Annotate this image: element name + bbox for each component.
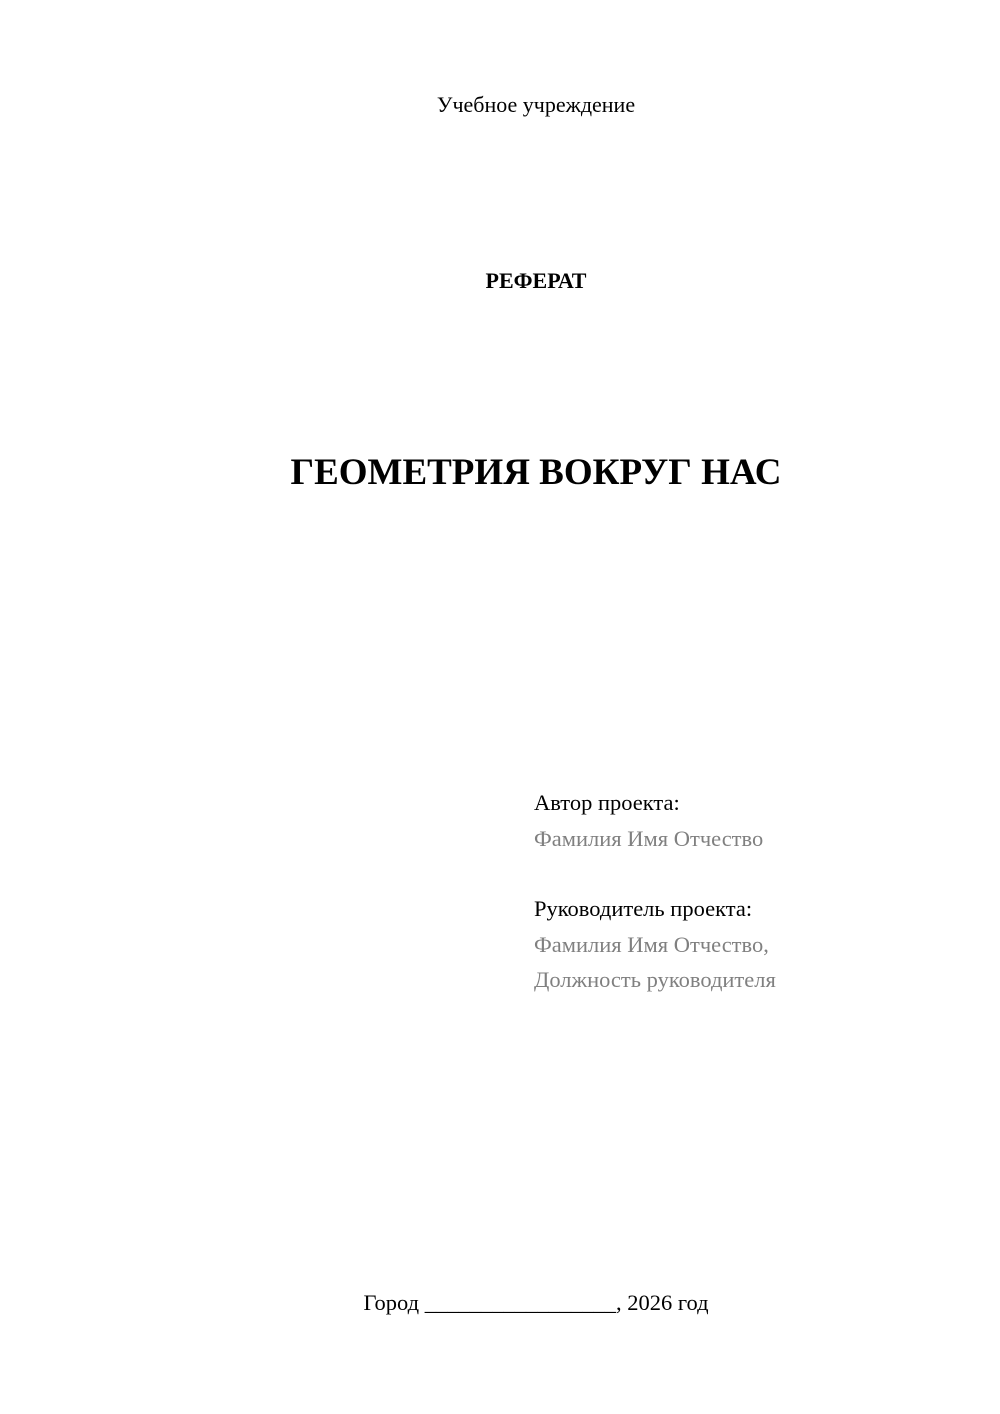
author-name: Фамилия Имя Отчество [534,825,764,851]
supervisor-block [534,891,776,998]
institution: Учебное учреждение [436,92,636,117]
supervisor-label: Руководитель проекта: [534,896,753,921]
footer-city-year [136,1290,936,1316]
city-label: Город [363,1290,420,1315]
supervisor-name: Фамилия Имя Отчество, [534,931,769,957]
year: , 2026 год [615,1290,709,1315]
supervisor-position: Должность руководителя [534,967,776,992]
document-title: ГЕОМЕТРИЯ ВОКРУГ НАС [290,452,782,493]
document-type: РЕФЕРАТ [485,268,587,293]
author-block [534,785,763,856]
author-label: Автор проекта: [534,790,680,815]
city-blank: _________________ [424,1290,616,1315]
